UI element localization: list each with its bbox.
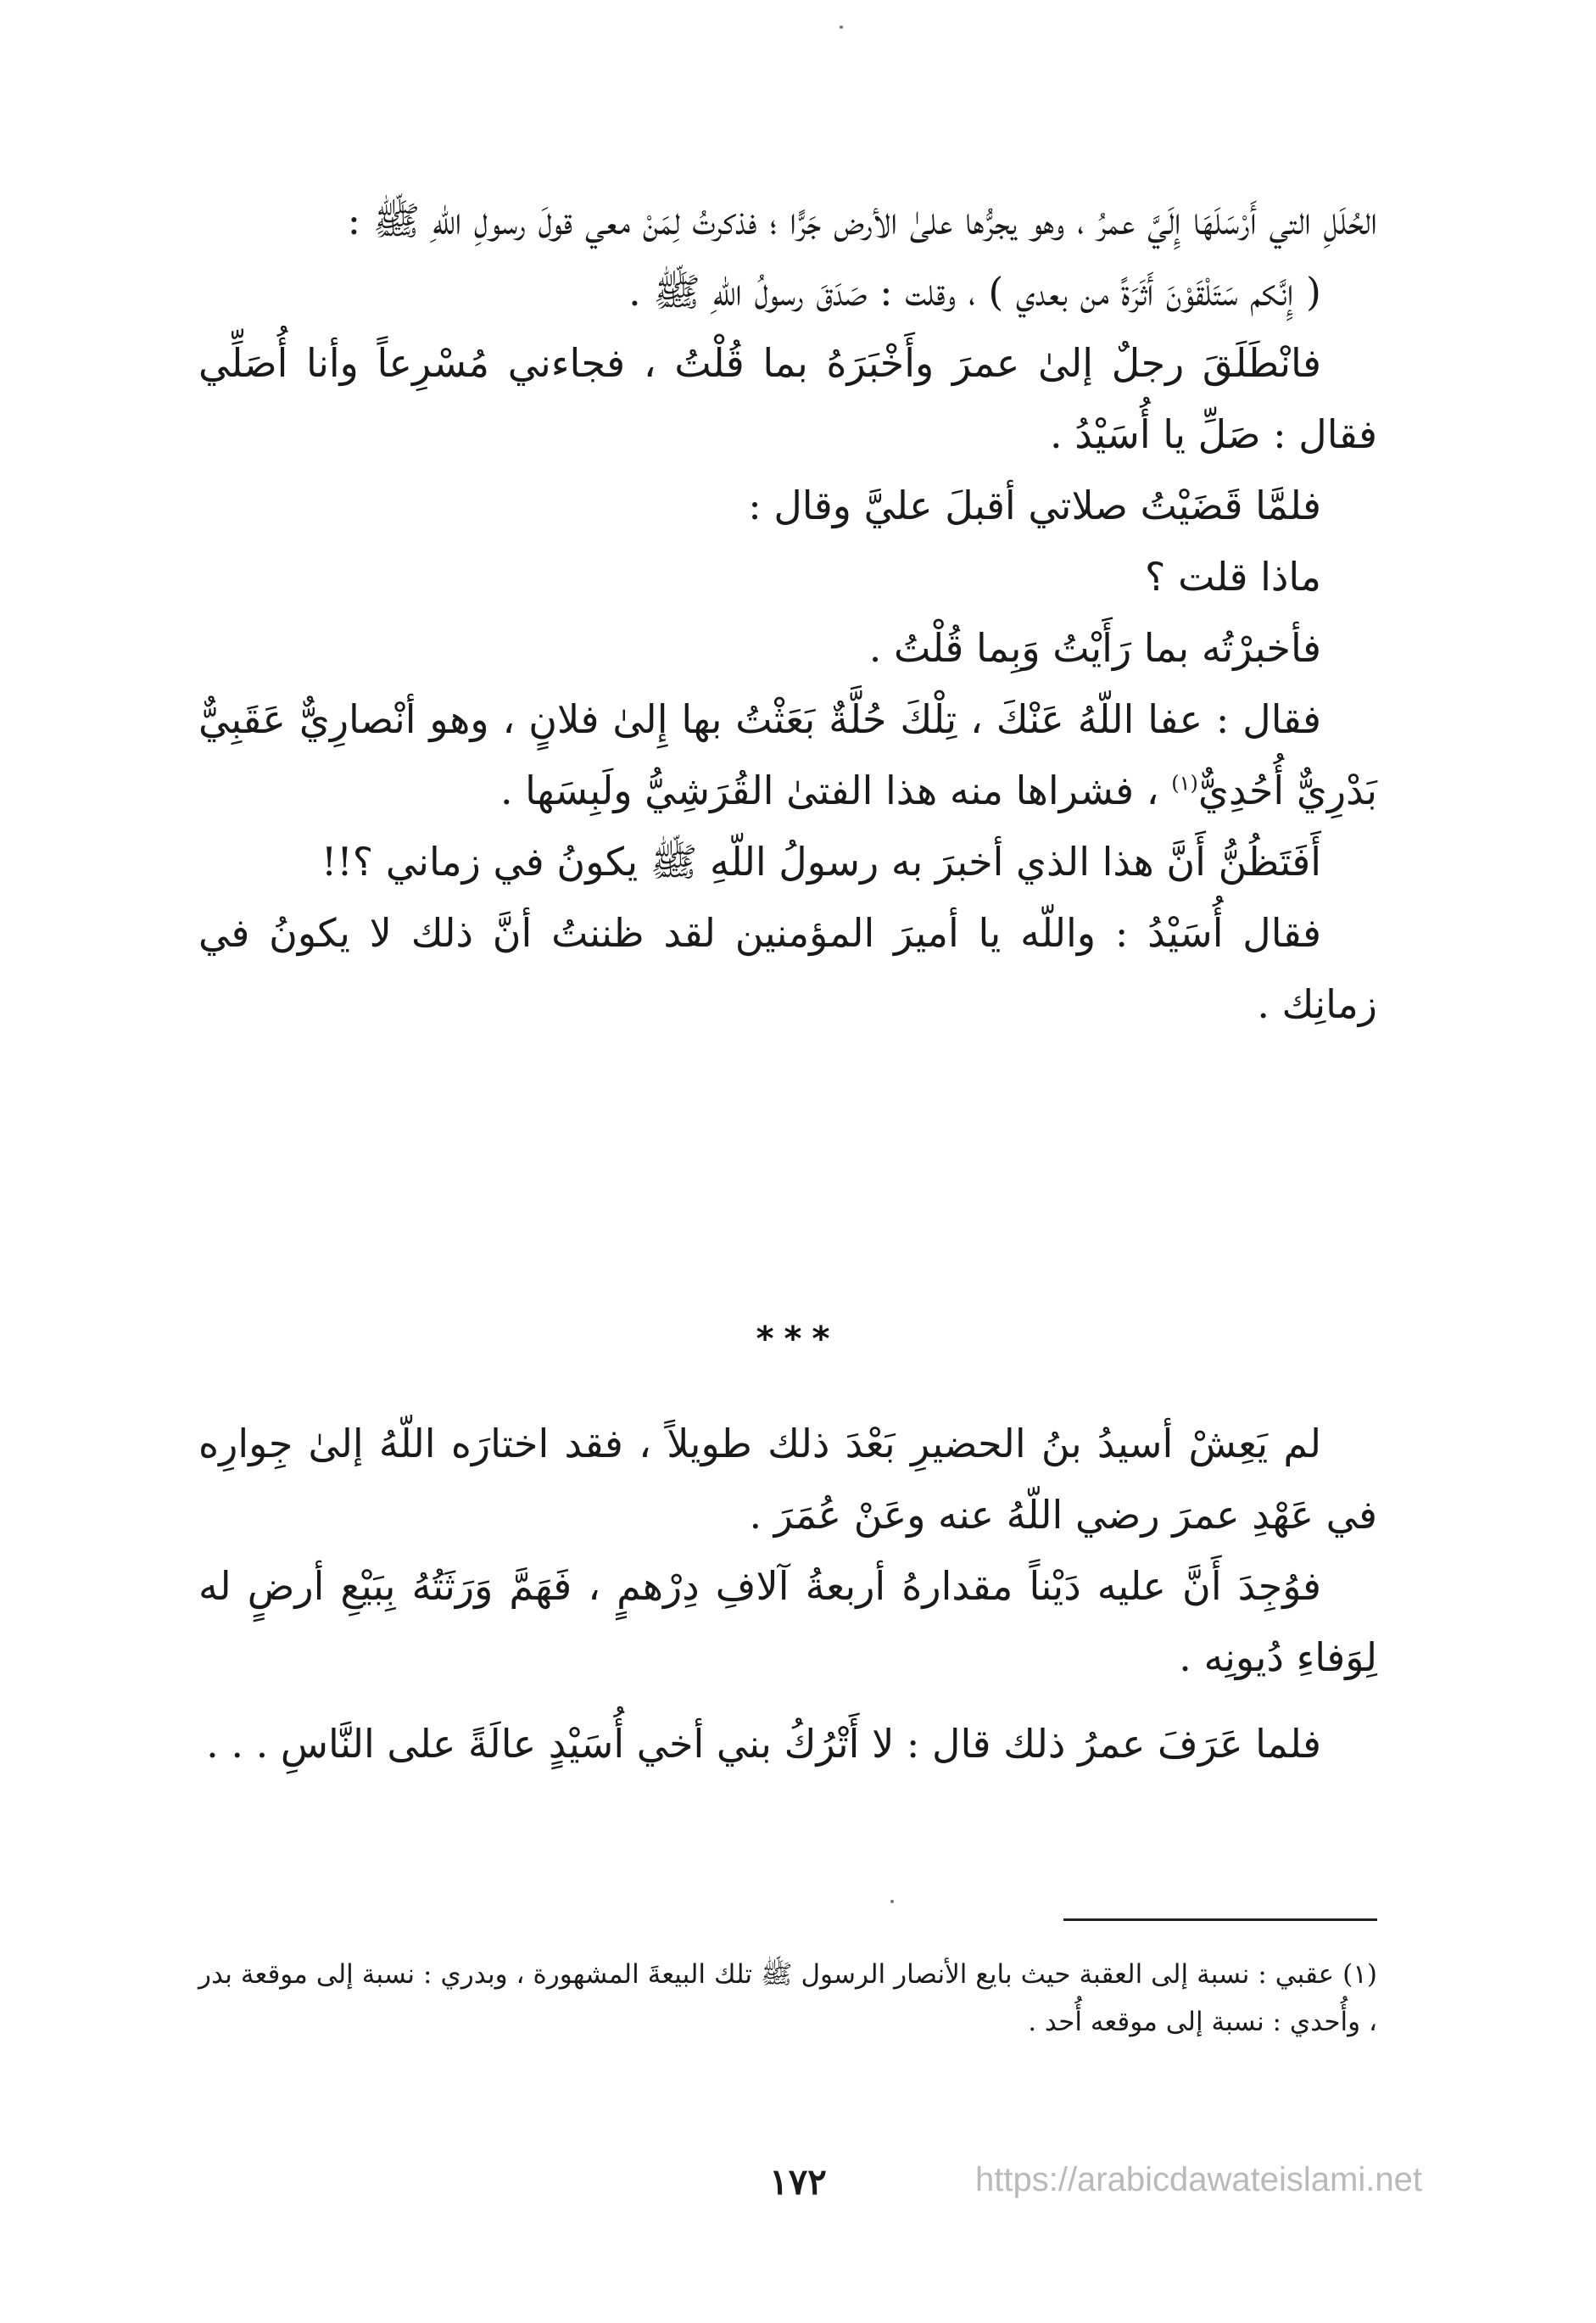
paragraph: فلمَّا قَضَيْتُ صلاتي أقبلَ عليَّ وقال : (748, 483, 1321, 528)
main-text-section-2 (198, 1408, 1377, 1779)
paragraph: فلما عَرَفَ عمرُ ذلك قال : لا أَتْرُكُ بني أخي أُسَيْدٍ عالَةً على النَّاسِ . . . (206, 1721, 1321, 1767)
paragraph: أَفَتَظُنُّ أَنَّ هذا الذي أخبرَ به رسولُ اللّهِ ﷺ يكونُ في زماني ؟!! (321, 839, 1321, 885)
paragraph: الحُلَلِ التي أَرْسَلَهَا إِلَيَّ عمرُ ، وهو يجرُّها علىٰ الأرض جَرًّا ؛ فذكرتُ لِمَنْ معي قولَ رسولِ اللّهِ ﷺ : (347, 198, 1377, 243)
paragraph: فوُجِدَ أَنَّ عليه دَيْناً مقدارهُ أربعةُ آلافِ دِرْهمٍ ، فَهَمَّ وَرَثَتُهُ بِبَيْعِ أرضٍ له لِوَفاءِ دُيونِه . (198, 1563, 1377, 1680)
scan-speck (840, 25, 843, 29)
paragraph: فانْطَلَقَ رجلٌ إلىٰ عمرَ وأَخْبَرَهُ بما قُلْتُ ، فجاءني مُسْرِعاً وأنا أُصَلِّي فقال : صَلِّ يا أُسَيْدُ . (198, 340, 1377, 457)
main-text-section-1 (198, 185, 1377, 1040)
paragraph-text: ، فشراها منه هذا الفتىٰ القُرَشِيُّ ولَبِسَها . (499, 768, 1172, 813)
paragraph-quote: ( إِنَّكم سَتَلْقَوْنَ أَثَرَةً من بعدي ) ، وقلت : صَدَقَ رسولُ اللّهِ ﷺ . (628, 269, 1321, 315)
paragraph: لم يَعِشْ أسيدُ بنُ الحضيرِ بَعْدَ ذلك طويلاً ، فقد اختارَه اللّهُ إلىٰ جِوارِه في عَهْدِ عمرَ رضي اللّهُ عنه وعَنْ عُمَرَ . (198, 1421, 1377, 1538)
section-separator: *** (756, 1320, 840, 1359)
paragraph-text: فقال : عفا اللّهُ عَنْكَ ، تِلْكَ حُلَّةٌ بَعَثْتُ بها إِلىٰ فلانٍ ، وهو أنْصارِيٌّ عَقَبِيٌّ بَدْرِيٌّ أُحُدِيٌّ (198, 696, 1377, 813)
watermark-url: https://arabicdawateislami.net (975, 2161, 1422, 2198)
paragraph: فأخبرْتُه بما رَأَيْتُ وَبِما قُلْتُ . (868, 625, 1321, 671)
paragraph: فقال أُسَيْدُ : واللّه يا أميرَ المؤمنين لقد ظننتُ أنَّ ذلك لا يكونُ في زمانِك . (198, 910, 1377, 1027)
footnote-reference: (١) (1171, 771, 1198, 796)
footnote-divider (1063, 1918, 1377, 1921)
scan-speck (890, 1900, 894, 1903)
footnote: (١) عقبي : نسبة إلى العقبة حيث بايع الأنصار الرسول ﷺ تلك البيعةَ المشهورة ، وبدري : نسبة إلى موقعة بدر ، وأُحدي : نسبة إلى موقعه أُحد . (198, 1959, 1377, 2037)
paragraph-with-footnote-ref (198, 684, 1377, 826)
page-number: ١٧٢ (769, 2161, 827, 2203)
paragraph: ماذا قلت ؟ (1145, 554, 1321, 600)
